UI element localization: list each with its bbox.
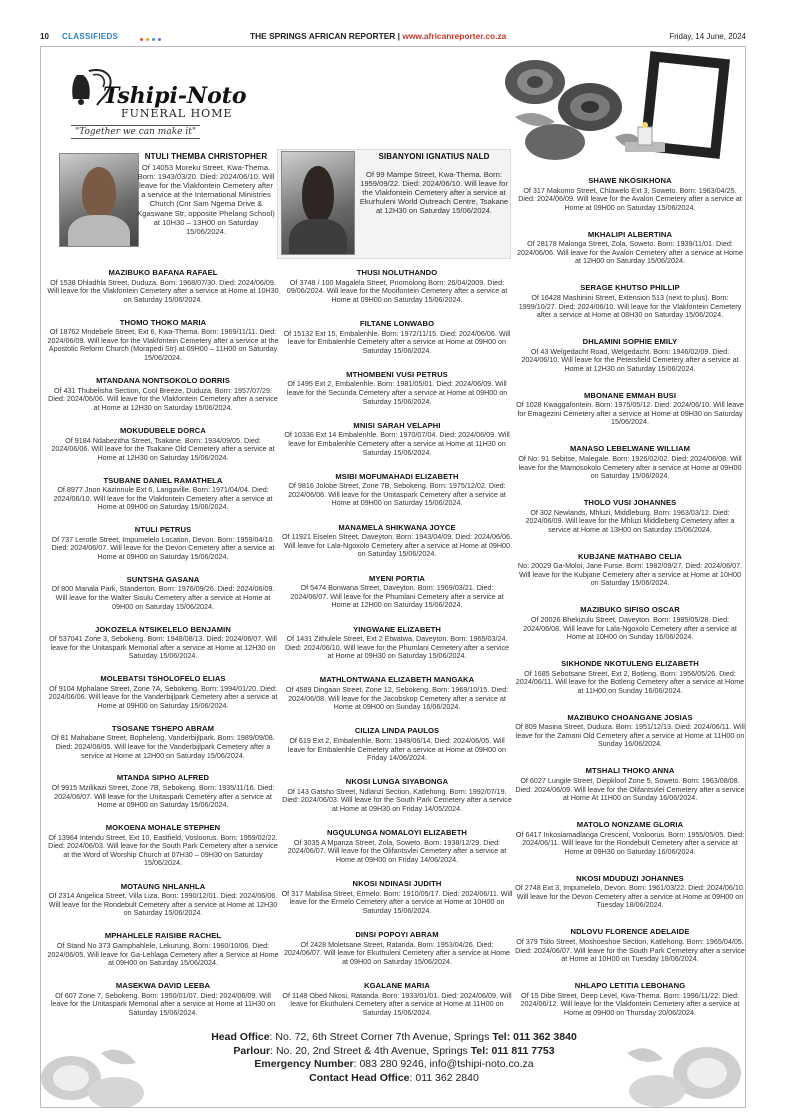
death-notice [515,714,745,749]
death-notice [281,982,513,1017]
notice-text: Of 809 Masina Street, Duduza. Born: 1951/12/13. Died: 2024/06/11. Will leave for the Zamani Old Cemetery after a service at Home at 11H00 on Sunday 16/06/2024. [515,722,745,749]
notice-text: Of 43 Welgedacht Road, Welgedacht. Born: 1946/02/09. Died: 2024/06/10. Will leave for the Petersfield Cemetery after a service at Home at 12H30 on Saturday 15/06/2024. [521,346,739,373]
deceased-name: YINGWANE ELIZABETH [353,624,441,634]
deceased-name: NDLOVU FLORENCE ADELAIDE [570,927,690,937]
deceased-name: SIKHONDE NKOTULENG ELIZABETH [561,659,699,668]
funeral-home-logo [63,65,263,145]
death-notice [281,676,513,711]
notice-text: Of 8977 Jnon Kazinnule Ext 6, Langaville. Born: 1971/04/04. Died: 2024/06/10. Will leave for the Vlakfontein Cemetery after a service at Home at 09H00 on Saturday 15/06/2024. [53,485,273,512]
notice-text: Of 2428 Moletsane Street, Ratanda. Born: 1953/04/26. Died: 2024/06/07. Will leave for Ekuthuleni Cemetery after a service at Home at 09H00 on Saturday 15/06/2024. [283,939,511,966]
deceased-name: TSOSANE TSHEPO ABRAM [111,723,215,733]
notice-text: Of Stand No 373 Gamphahlele, Lekurung. Born: 1960/10/06. Died: 2024/06/05. Will leave for Ga-Lehlaga Cemetery after a Service at Home at 09H00 on Saturday 15/06/2024. [47,940,279,968]
deceased-name: MOLEBATSI TSHOLOFELO ELIAS [100,674,226,684]
deceased-name: MTSHALI THOKO ANNA [585,766,675,776]
footer-contact-lines [191,1031,597,1085]
notice-text: Of 2748 Ext 3, Impumelelo, Devon. Born: 1961/03/22. Died: 2024/06/10. Will leave for the Devon Cemetery after a service at Home at 09H00 on Tuesday 18/06/2024. [515,883,745,910]
deceased-name: CILIZA LINDA PAULOS [354,726,440,736]
section-color-dots [140,34,164,43]
notice-text: Of 800 Manala Park, Standerton. Born: 1976/09/26. Died: 2024/06/09. Will leave for the Walter Sisulu Cemetery after a service at Home at 09H00 on Saturday 15/06/2024. [51,584,275,611]
notice-text: Of 81 Mahabane Street, Bopheleng, Vanderbijlpark. Born: 1989/09/08. Died: 2024/06/05. Will leave for the Vanderbijlpark Cemetery after a service at Home at 12H00 on Saturday 15/06/2024. [51,733,275,760]
notice-text: Of 317 Mabilisa Street, Ermelo. Born: 1910/05/17. Died: 2024/06/11. Will leave for the Ermelo Cemetery after a service at Home at 10H00 on Saturday 15/06/2024. [281,888,513,915]
death-notice [515,284,745,319]
notice-text: Of 9184 Ndabezitha Street, Tsakane. Born: 1934/09/05. Died: 2024/06/06. Will leave for the Tsakane Old Cemetery after a service at Home at 12H30 on Saturday 15/06/2024. [51,435,275,462]
death-notice [281,727,513,762]
notice-text: Of 1028 Kwaggafontein. Born: 1975/05/12. Died: 2024/06/10. Will leave for Emagezini Cemetery after a service at Home at 09H30 on Saturday 15/06/2024. [516,400,744,427]
deceased-name: MAZIBUKO BAFANA RAFAEL [108,268,218,277]
notice-text: Of 1148 Obed Nkosi, Ratanda. Born: 1933/01/01. Died: 2024/06/09. Will leave for Ekuthuleni Cemetery after a service at Home at 11H00 on Saturday 15/06/2024. [282,990,512,1017]
deceased-name: THUSI NOLUTHANDO [356,268,438,277]
notice-text: Of 2314 Angelica Street, Villa Liza. Born: 1990/12/01. Died: 2024/06/06. Will leave for the Rondebult Cemetery after a service at Home at 12H30 on Saturday 15/06/2024. [48,891,278,918]
featured-notice [359,153,509,216]
death-notice [281,422,513,457]
death-notice [47,774,279,809]
death-notice [281,829,513,864]
issue-date: Friday, 14 June, 2024 [669,32,746,41]
notice-text: Of 302 Newlands, Mhluzi, Middleburg. Born: 1963/03/12. Died: 2024/06/09. Will leave for the Mhluzi Middleberg Cemetery after a service at Home at 13H00 on Saturday 15/06/2024. [525,507,735,534]
death-notice [47,526,279,561]
notice-text: Of 15 Dibe Street, Deep Level, Kwa-Thema. Born: 1996/11/22. Died: 2024/06/12. Will leave for the Vlakfontein Cemetery after a service at Home at 09H00 on Thursday 20/06/2024. [520,990,740,1017]
notice-text: Of 5474 Bonwana Street, Daveyton. Born: 1969/03/21. Died: 2024/06/07. Will leave for the Phumlani Cemetery after a service at Home at 12H00 on Saturday 15/06/2024. [290,583,504,610]
deceased-name: MTANDA SIPHO ALFRED [116,773,210,783]
contact-line: Contact Head Office: 011 362 2840 [309,1071,479,1084]
notice-text: Of 379 Tsilo Street, Moshoeshoe Section, Katlehong. Born: 1965/04/05. Died: 2024/06/07. Will leave for the South Park Cemetery after a service at Home at 10H00 on Tuesday 18/06/2024. [515,936,745,964]
deceased-name: MAZIBUKO CHOANGANE JOSIAS [567,712,693,722]
photo-sibanyoni-ignatius [281,151,355,255]
deceased-name: MANASO LEBELWANE WILLIAM [569,444,691,454]
deceased-name: NTULI PETRUS [134,525,192,535]
notice-text: Of 619 Ext 2, Embalenhle. Born: 1949/06/14. Died: 2024/06/05. Will leave for Embalenhle Cemetery after a service at Home at 09H00 on Friday 14/06/2024. [287,735,507,763]
death-notice [281,575,513,610]
deceased-name: SERAGE KHUTSO PHILLIP [580,283,680,293]
head-office-tel: Tel: 011 362 3840 [492,1031,577,1043]
death-notice [515,606,745,641]
photo-ntuli-themba [59,153,139,247]
death-notice [515,928,745,963]
deceased-name: SHAWE NKOSIKHONA [588,176,672,185]
death-notice [281,371,513,406]
funeral-notices-advert [40,46,746,1108]
death-notice [281,320,513,355]
deceased-name: TSUBANE DANIEL RAMATHELA [103,475,223,485]
featured-notice [137,153,275,236]
death-notice [47,883,279,918]
paper-masthead [250,31,506,41]
deceased-name: NGQULUNGA NOMALOYI ELIZABETH [326,828,468,838]
paper-name: THE SPRINGS AFRICAN REPORTER [250,31,396,41]
notice-text: Of 3748 / 100 Magalela Street, Pnomolong Born: 26/04/2009. Died: 09/06/2024. Will leave for the Mooifontein Cemetery after a service at Home at 09H00 on Saturday 15/06/2024. [286,277,508,304]
deceased-name: MOTAUNG NHLANHLA [120,881,206,891]
deceased-name: MKHALIPI ALBERTINA [587,229,673,239]
death-notice [281,880,513,915]
death-notice [281,524,513,559]
deceased-name: KUBJANE MATHABO CELIA [577,551,683,561]
dot-orange [146,38,149,41]
deceased-name: MYENI PORTIA [368,573,426,583]
notice-text: Of 1685 Sebotsane Street, Ext 2, Botleng. Born: 1956/05/26. Died: 2024/06/11. Will leave for the Botleng Cemetery after a service at Home at 11H00 on Sunday 16/06/2024. [515,668,745,695]
death-notice [515,392,745,427]
death-notice [47,377,279,412]
notice-text: Of 1495 Ext 2, Embalenhle. Born: 1981/05/01. Died: 2024/06/09. Will leave for the Secunda Cemetery after a service at Home at 09H00 on Saturday 15/06/2024. [286,379,508,406]
deceased-name: MASEKWA DAVID LEEBA [115,981,211,990]
notice-text: Of 99 Mampe Street, Kwa-Thema. Born: 1959/09/22. Died: 2024/06/10. Will leave for the Vlakfontein Cemetery after a service at Ekurhuleni World Outreach Centre, Tsakane at 12H30 on Saturday 15/06/2024. [359,169,509,216]
roses-footer-left-icon [41,1023,171,1107]
death-notice [47,477,279,512]
notice-text: Of 6027 Lungile Street, Diepkloof Zone 5, Soweto. Born: 1963/08/08. Died: 2024/06/09. Will leave for the Olifantsvlei Cemetery after a service at Home At 11H00 on Sunday 16/06/2024. [515,775,745,803]
death-notice [515,338,745,373]
death-notice [515,660,745,695]
deceased-name: MTANDANA NONTSOKOLO DORRIS [96,376,230,386]
deceased-name: DINSI POPOYI ABRAM [355,930,439,940]
parlour-tel: Tel: 011 811 7753 [470,1044,555,1057]
death-notice [47,269,279,304]
logo-name: Tshipi-Noto [103,83,247,109]
notice-text: Of 537041 Zone 3, Sebokeng. Born: 1948/08/13. Died: 2024/06/07. Will leave for the Unitaspark Memorial after a service at Home at 12H30 on Saturday 15/06/2024. [49,634,277,661]
logo-subtitle: FUNERAL HOME [121,107,233,120]
death-notice [515,821,745,856]
death-notice [281,473,513,508]
notice-text: Of 607 Zone 7, Sebokeng. Born: 1950/01/07. Died: 2024/06/09. Will leave for the Unitaspark Memorial after a service at Home at 11H30 on Saturday 15/06/2024. [50,990,276,1017]
notice-text: Of 10336 Ext 14 Embalenhle. Born: 1970/07/04. Died: 2024/06/09. Will leave for Embalenhle Cemetery after a service at Home at 11H30 on Saturday 15/06/2024. [284,430,510,457]
head-office-line: Head Office: No. 72, 6th Street Corner 7th Avenue, Springs Tel: 011 362 3840 [211,1031,577,1043]
death-notice [515,982,745,1017]
notice-text: Of 737 Lerotle Street, Impumelelo Location, Devon. Born: 1959/04/10. Died: 2024/06/07. Will leave for the Devon Cemetery after a service at Home at 09H00 on Saturday 15/06/2024. [51,534,275,561]
death-notice [47,932,279,967]
notice-text: Of 9816 Jolobe Street, Zone 7B, Sebokeng. Born: 1975/12/02. Died: 2024/06/06. Will leave for the Unitaspark Cemetery after a service at Home at 09H00 on Saturday 15/06/2024. [288,481,506,508]
deceased-name: JOKOZELA NTSIKELELO BENJAMIN [95,624,231,634]
parlour-line: Parlour: No. 20, 2nd Street & 4th Avenue, Springs Tel: 011 811 7753 [233,1044,555,1057]
notice-text: Of 20026 Bhekizulu Street, Daveyton. Born: 1985/05/28. Died: 2024/06/08. Will leave for Lala-Ngoxolo Cemetery after a service at Home at 10H00 on Sunday 16/06/2024. [523,614,737,642]
page-header [40,30,746,44]
death-notice [281,269,513,304]
death-notice [47,824,279,868]
death-notice [515,177,745,212]
notice-text: Of 11921 Eiselen Street, Daveyton. Born: 1943/04/09. Died: 2024/06/06. Will leave for Lala-Ngoxolo Cemetery after a service at Home at 09H00 on Saturday 15/06/2024. [281,532,513,559]
deceased-name: MANAMELA SHIKWANA JOYCE [338,522,456,532]
paper-url[interactable]: www.africanreporter.co.za [402,31,507,41]
death-notice [515,499,745,534]
dot-red [140,38,143,41]
deceased-name: MOKOENA MOHALE STEPHEN [105,823,221,833]
deceased-name: MNISI SARAH VELAPHI [353,420,441,430]
notice-text: Of 1431 Zithulele Street, Ext 2 Etwatwa, Daveyton. Born: 1965/03/24. Died: 2024/06/10. Will leave for the Phumlani Cemetery after a service at Home at 09H30 on Saturday 15/06/2024. [284,634,510,661]
notice-text: Of 431 Thubelisha Section, Cool Breeze, Duduza. Born: 1957/07/29. Died: 2024/06/06. Will leave for the Vlakfontein Cemetery after a service at Home at 12H30 on Saturday 15/06/2024. [48,385,278,413]
deceased-name: NHLAPO LETITIA LEBOHANG [574,981,686,990]
death-notice [281,778,513,813]
deceased-name: SUNTSHA GASANA [126,574,200,584]
notice-text: Of 143 Gatsho Street, Ndlanzi Section, Katlehong. Born: 1992/07/19. Died: 2024/06/03. Will leave for the South Park Cemetery after a service at Home at 09H30 on Friday 14/05/2024. [282,786,512,814]
deceased-name: THOLO VUSI JOHANNES [583,498,677,507]
death-notice [47,626,279,661]
deceased-name: NKOSI MDUDUZI JOHANNES [576,873,684,883]
notice-text: Of 13964 Intendu Street, Ext 10, Eastfield, Vosloorus. Born: 1959/02/22. Died: 2024/06/03. Will leave for the South Park Cemetery after a service at the Word of Worship Church at 07H30 – 09H30 on Saturday 15/06/2024. [48,832,278,868]
death-notice [47,427,279,462]
death-notice [515,875,745,910]
dot-blue [152,38,155,41]
death-notice [47,576,279,611]
death-notice [47,982,279,1017]
death-notice [515,767,745,802]
death-notice [47,675,279,710]
deceased-name: SIBANYONI IGNATIUS NALD [378,152,490,161]
deceased-name: THOMO THOKO MARIA [119,317,207,327]
death-notice [281,931,513,966]
notice-text: Of 28178 Malonga Street, Zola, Soweto. Born: 1939/11/01. Died: 2024/06/06. Will leave for the Avalon Cemetery after a service at Home at 12H00 on Saturday 15/06/2024. [517,239,743,266]
notice-text: Of 317 Makomo Street, Chiawelo Ext 3, Soweto. Born: 1963/04/25. Died: 2024/06/09. Will leave for the Avalon Cemetery after a service at Home at 09H00 on Saturday 15/06/2024. [518,185,742,212]
notice-text: Of 15132 Ext 15, Embalenhle. Born: 1972/11/15. Died: 2024/06/06. Will leave for Embalenhle Cemetery after a service at Home at 09H00 on Saturday 15/06/2024. [283,328,511,355]
notice-text: Of 1538 Dhladhla Street, Duduza. Born: 1968/07/30. Died: 2024/06/09. Will leave for the Vlakfontein Cemetery after a service at Home at 10H30 on Saturday 15/06/2024. [47,277,279,304]
death-notice [47,725,279,760]
logo-tagline: "Together we can make it" [71,125,200,139]
deceased-name: MATOLO NONZAME GLORIA [576,820,684,829]
funeral-home-footer [41,1023,746,1107]
notice-text: Of 14053 Moreku Street, Kwa-Thema. Born: 1943/03/20. Died: 2024/06/10. Will leave for the Vlakfontein Cemetery after a service at the International Ministries Church (Cnr Sam Ngema Drive & Kgaswane Str, opposite Phelang School) at 10H30 – 13H00 on Saturday 15/06/2024. [137,162,275,237]
deceased-name: MSIBI MOFUMAHADI ELIZABETH [335,471,459,481]
deceased-name: DHLAMINI SOPHIE EMILY [582,337,678,346]
deceased-name: NTULI THEMBA CHRISTOPHER [144,152,268,161]
deceased-name: MPHAHLELE RAISIBE RACHEL [104,931,222,941]
masthead-separator: | [397,31,401,41]
page-number: 10 [40,32,49,41]
death-notice [515,445,745,480]
deceased-name: NKOSI LUNGA SIYABONGA [345,777,449,787]
deceased-name: KGALANE MARIA [364,981,430,990]
death-notice [281,626,513,661]
death-notice [515,231,745,266]
notice-text: Of 18762 Mndebele Street, Ext 6, Kwa-Thema. Born: 1969/11/11. Died: 2024/06/09. Will leave for the Vlakfontein Cemetery after a service at the Apostolic Reform Church (Morapedi Str) at 09H00 – 11H00 on Saturday 15/06/2024. [47,327,279,363]
notice-text: No: 20029 Ga-Moloi, Jane Furse. Born: 1982/09/27. Died: 2024/06/07. Will leave for the Kubjane Cemetery after a service at Home at 10H00 on Saturday 15/06/2024. [517,561,743,588]
notice-text: Of 6417 Inkosiamadlanga Crescent, Vosloorus. Born: 1955/05/05. Died: 2024/06/11. Will leave for the Rondebult Cemetery after a service at Home at 09H30 on Saturday 16/06/2024. [515,829,745,856]
notice-text: Of 3035 A Mpanza Street, Zola, Soweto. Born: 1938/12/29. Died: 2024/06/07. Will leave for the Olifantsvlei Cemetery after a service at Home at 09H00 on Friday 14/06/2024. [287,837,507,864]
roses-decoration-icon [495,47,745,167]
deceased-name: FILTANE LONWABO [359,318,435,328]
notice-text: Of 9915 Mzilikazi Street, Zone 7B, Sebokeng. Born: 1935/11/16. Died: 2024/06/07. Will leave for the Unitaspark Cemetery after a service at Home at 09H00 on Saturday 15/06/2024. [51,783,275,810]
deceased-name: MTHOMBENI VUSI PETRUS [346,369,448,379]
notice-text: Of 9104 Mphalane Street, Zone 7A, Sebokeng. Born: 1994/01/20. Died: 2024/06/06. Will leave for the Vanderbijlpark Cemetery after a service at Home at 09H00 on Saturday 15/06/2024. [48,683,278,710]
section-label: CLASSIFIEDS [62,32,119,41]
death-notice [47,319,279,363]
dot-purple [158,38,161,41]
roses-footer-right-icon [597,1023,746,1107]
emergency-line: Emergency Number: 083 280 9246, info@tshipi-noto.co.za [254,1058,534,1070]
deceased-name: MATHLONTWANA ELIZABETH MANGAKA [319,675,475,685]
death-notice [515,553,745,588]
notice-text: Of 16428 Mashinini Street, Extension 513 (next to plus). Born: 1999/10/27. Died: 2024/06/10. Will leave for the Vlakfontein Cemetery after a service at Home at 08H30 on Saturday 15/06/2024. [518,292,742,320]
notice-text: Of No: 91 Sebitse, Malegale. Born: 1926/02/02. Died: 2024/06/08. Will leave for the Mamosokolo Cemetery after a service at Home at 09H00 on Saturday 15/06/2024. [518,453,742,481]
deceased-name: MAZIBUKO SIFISO OSCAR [580,605,680,615]
deceased-name: MBONANE EMMAH BUSI [583,390,677,400]
deceased-name: MOKUDUBELE DORCA [120,425,206,435]
deceased-name: NKOSI NDINASI JUDITH [352,879,442,889]
notice-text: Of 4589 Dingaan Street, Zone 12, Sebokeng. Born: 1969/10/15. Died: 2024/06/08. Will leave for the Jacobskop Cemetery after a service at Home at 09H00 on Sunday 16/06/2024. [285,685,509,712]
